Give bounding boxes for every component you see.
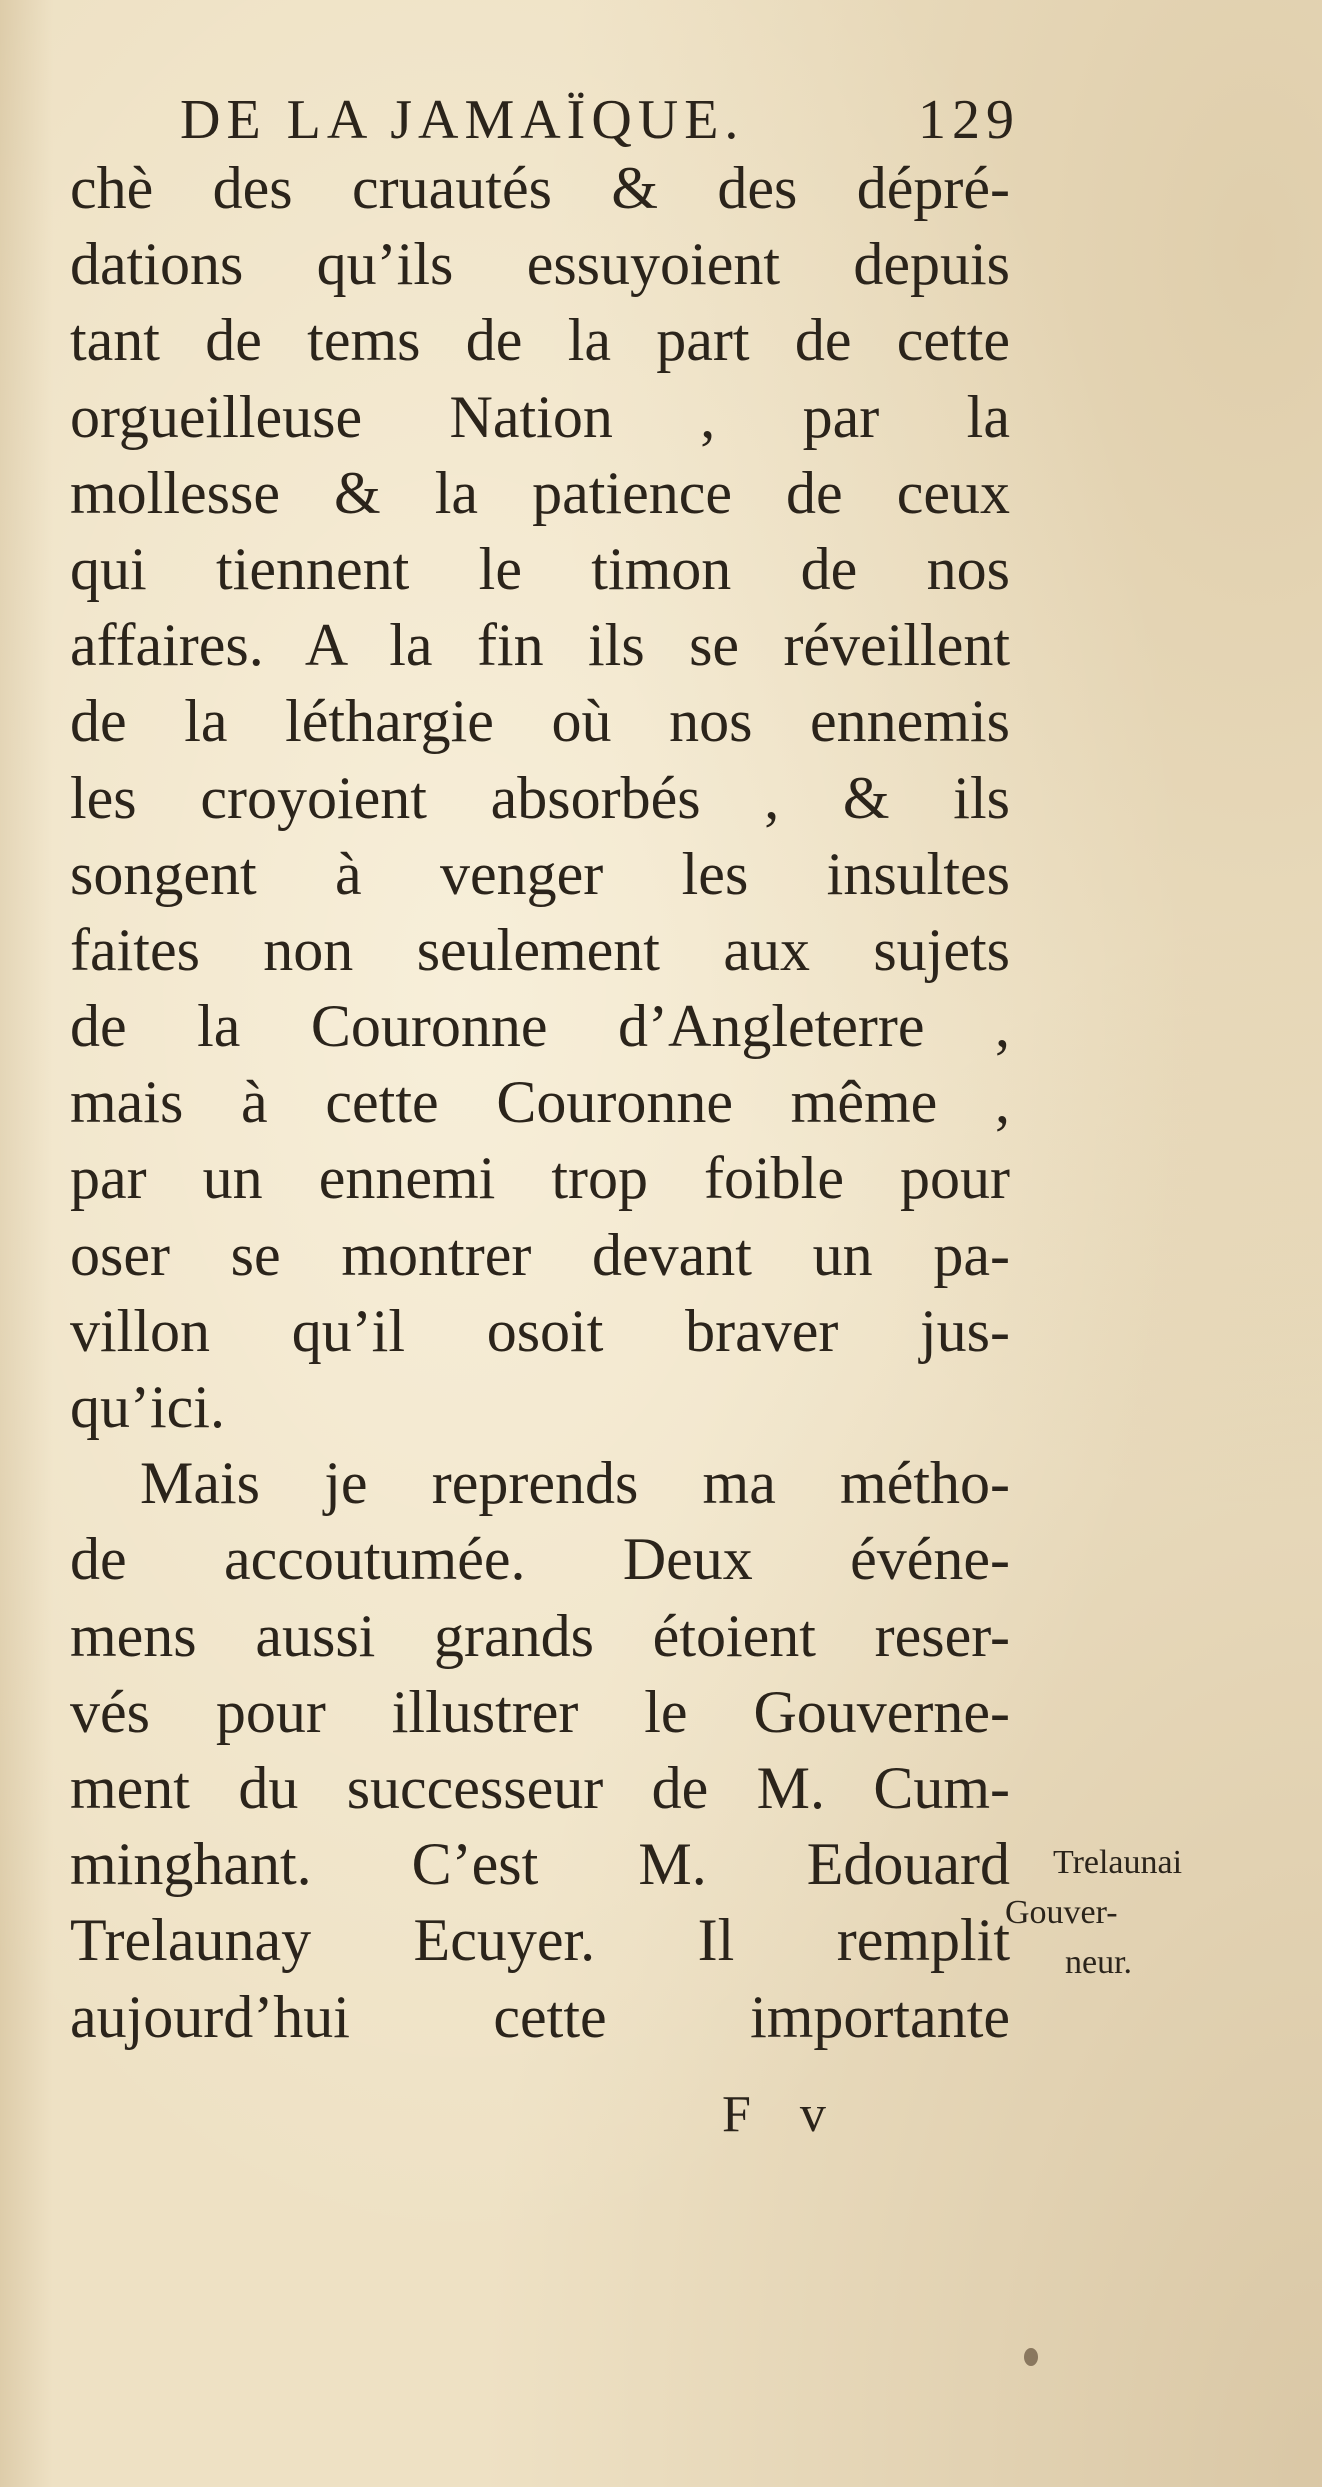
page-number: 129 (918, 89, 1020, 151)
text-line-paragraph-start: Mais je reprends ma métho- (140, 1450, 1010, 1517)
text-line: vés pour illustrer le Gouverne- (70, 1678, 1010, 1745)
margin-note-line: neur. (1065, 1944, 1133, 1981)
text-line: mollesse & la patience de ceux (70, 459, 1010, 526)
text-line: de la léthargie où nos ennemis (70, 688, 1010, 755)
text-line: tant de tems de la part de cette (70, 307, 1010, 374)
margin-note (1005, 1838, 1305, 1988)
running-title: DE LA JAMAÏQUE. (180, 89, 745, 151)
text-line: dations qu’ils essuyoient depuis (70, 231, 1010, 298)
text-line: par un ennemi trop foible pour (70, 1145, 1010, 1212)
text-line: faites non seulement aux sujets (70, 916, 1010, 983)
text-line: les croyoient absorbés , & ils (70, 764, 1010, 831)
text-line: qu’ici. (70, 1374, 225, 1440)
text-line: affaires. A la fin ils se réveillent (70, 612, 1010, 679)
running-header (180, 88, 1020, 152)
signature-mark: F v (722, 2086, 844, 2143)
text-line: de la Couronne d’Angleterre , (70, 993, 1010, 1060)
text-line: minghant. C’est M. Edouard (70, 1831, 1010, 1898)
text-line: mens aussi grands étoient reser- (70, 1602, 1010, 1669)
text-line: de accoutumée. Deux événe- (70, 1526, 1010, 1593)
ink-spot (1024, 2348, 1038, 2366)
margin-note-line: Trelaunai (1053, 1844, 1183, 1881)
text-line: orgueilleuse Nation , par la (70, 383, 1010, 450)
margin-note-line: Gouver- (1005, 1894, 1118, 1931)
text-line: mais à cette Couronne même , (70, 1069, 1010, 1136)
text-line: qui tiennent le timon de nos (70, 535, 1010, 602)
text-line: villon qu’il osoit braver jus- (70, 1297, 1010, 1364)
text-line: Trelaunay Ecuyer. Il remplit (70, 1907, 1010, 1974)
text-line: aujourd’hui cette importante (70, 1983, 1010, 2050)
text-line: chè des cruautés & des dépré- (70, 155, 1010, 221)
text-line: ment du successeur de M. Cum- (70, 1754, 1010, 1821)
text-line: songent à venger les insultes (70, 840, 1010, 907)
text-line: oser se montrer devant un pa- (70, 1221, 1010, 1288)
body-text (70, 150, 1010, 2055)
